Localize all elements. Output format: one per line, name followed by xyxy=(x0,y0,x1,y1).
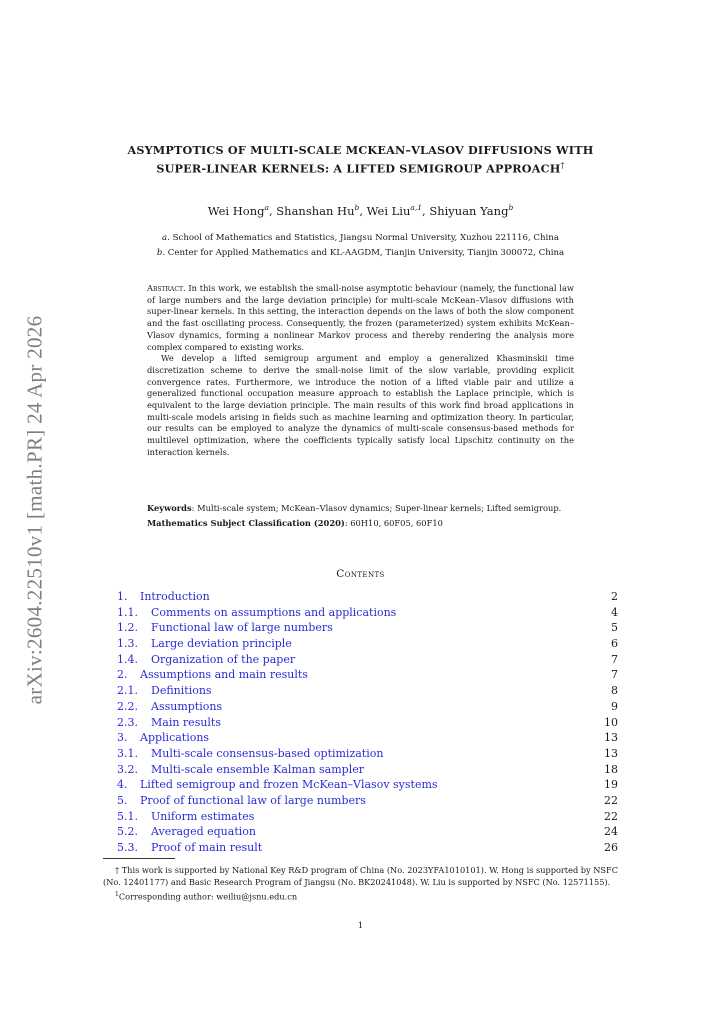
toc-entry[interactable] xyxy=(117,699,618,715)
paper-title xyxy=(100,143,621,177)
author xyxy=(367,204,422,218)
toc-entry[interactable] xyxy=(117,620,618,636)
toc-entry-number[interactable]: 1.1. xyxy=(117,605,138,619)
keywords-text: : Multi-scale system; McKean–Vlasov dynamics; Super-linear kernels; Lifted semigroup. xyxy=(191,503,562,513)
affiliation-text: School of Mathematics and Statistics, Jiangsu Normal University, Xuzhou 221116, China xyxy=(172,233,559,243)
toc-entry-page: 10 xyxy=(604,715,618,729)
author xyxy=(208,204,269,218)
toc-entry-link[interactable]: Main results xyxy=(151,715,222,729)
table-of-contents xyxy=(117,589,618,856)
toc-entry-page: 19 xyxy=(604,778,618,792)
toc-entry-page: 7 xyxy=(611,652,618,666)
contents-heading: Contents xyxy=(336,568,385,580)
toc-entry[interactable] xyxy=(117,605,618,621)
author-name: Shanshan Hu xyxy=(276,203,355,218)
toc-entry-number[interactable]: 2. xyxy=(117,668,128,682)
toc-entry-link[interactable]: Functional law of large numbers xyxy=(151,621,333,635)
toc-entry[interactable] xyxy=(117,809,618,825)
toc-entry-link[interactable]: Comments on assumptions and applications xyxy=(151,605,397,619)
title-dagger: † xyxy=(560,161,565,170)
toc-entry-page: 5 xyxy=(611,621,618,635)
author-affiliation-mark: a,1 xyxy=(410,203,423,212)
toc-entry-number[interactable]: 4. xyxy=(117,778,128,792)
abstract xyxy=(147,283,574,459)
abstract-paragraph-1 xyxy=(147,283,574,353)
toc-entry[interactable] xyxy=(117,636,618,652)
toc-entry[interactable] xyxy=(117,715,618,731)
abstract-text-1: In this work, we establish the small-noise asymptotic behaviour (namely, the functional law of large numbers and the large deviation principle) for multi-scale McKean–Vlasov diffusions with super-linear kernels. In this setting, the interaction depends on the laws of both the slow component and the fast oscillating process. Consequently, the frozen (parameterized) system exhibits McKean–Vlasov dynamics, forming a nonlinear Markov process and thereby rendering the analysis more complex compared to existing works. xyxy=(147,283,574,352)
arxiv-identifier: arXiv:2604.22510v1 [math.PR] 24 Apr 2026 xyxy=(22,315,47,705)
toc-entry-link[interactable]: Introduction xyxy=(140,590,210,603)
author xyxy=(429,204,513,218)
footnote-rule xyxy=(103,858,175,859)
toc-entry-page: 24 xyxy=(604,825,618,839)
title-line-1: ASYMPTOTICS OF MULTI-SCALE MCKEAN–VLASOV DIFFUSIONS WITH xyxy=(127,143,594,157)
toc-entry-page: 22 xyxy=(604,793,618,807)
toc-entry-number[interactable]: 5.2. xyxy=(117,825,138,839)
corresponding-mark: 1 xyxy=(115,890,119,898)
author-affiliation-mark: b xyxy=(508,203,514,212)
toc-entry-number[interactable]: 1.4. xyxy=(117,652,138,666)
affiliation-b xyxy=(100,248,621,258)
affiliation-mark: b. xyxy=(156,248,166,258)
toc-entry[interactable] xyxy=(117,652,618,668)
toc-entry-page: 2 xyxy=(611,590,618,603)
toc-entry[interactable] xyxy=(117,793,618,809)
author xyxy=(276,204,359,218)
toc-entry[interactable] xyxy=(117,746,618,762)
author-list: Wei Hong$^a$, Shanshan Hu$^b$, Wei Liu$^{a,1}$, Shiyuan Yang$^b$ xyxy=(207,203,514,218)
author-affiliation-mark: a xyxy=(264,203,269,212)
toc-entry-page: 7 xyxy=(611,668,618,682)
toc-entry-page: 4 xyxy=(611,605,618,619)
toc-entry-number[interactable]: 2.2. xyxy=(117,699,138,713)
author-name: Wei Liu xyxy=(366,203,411,218)
toc-entry[interactable] xyxy=(117,840,618,856)
toc-entry-link[interactable]: Assumptions and main results xyxy=(140,668,308,682)
toc-entry-link[interactable]: Proof of functional law of large numbers xyxy=(140,793,366,807)
toc-entry-link[interactable]: Definitions xyxy=(151,684,212,698)
toc-entry-number[interactable]: 3. xyxy=(117,731,128,745)
affiliation-mark: a. xyxy=(162,233,170,243)
author-affiliation-mark: b xyxy=(354,203,360,212)
toc-entry[interactable] xyxy=(117,824,618,840)
toc-entry[interactable] xyxy=(117,589,618,605)
toc-entry-number[interactable]: 5.3. xyxy=(117,841,138,854)
toc-entry-page: 9 xyxy=(611,699,618,713)
funding-footnote: † This work is supported by National Key R&D program of China (No. 2023YFA1010101). W. Hong is supported by NSFC (No. 12401177) and Basic Research Program of Jiangsu (No. BK20241048). W. Liu is supported by NSFC (No. 12571155). xyxy=(103,865,618,887)
toc-entry-page: 6 xyxy=(611,637,618,651)
toc-entry-number[interactable]: 2.3. xyxy=(117,715,138,729)
toc-entry-number[interactable]: 1.3. xyxy=(117,637,138,651)
toc-entry-link[interactable]: Multi-scale consensus-based optimization xyxy=(151,746,384,760)
keywords xyxy=(147,503,574,515)
toc-entry-number[interactable]: 3.2. xyxy=(117,762,138,776)
toc-entry-page: 22 xyxy=(604,809,618,823)
toc-entry-number[interactable]: 5.1. xyxy=(117,809,138,823)
title-line-2: SUPER-LINEAR KERNELS: A LIFTED SEMIGROUP APPROACH xyxy=(156,161,561,176)
msc xyxy=(147,518,574,530)
toc-entry-page: 8 xyxy=(611,684,618,698)
toc-entry-link[interactable]: Large deviation principle xyxy=(151,637,292,651)
toc-entry[interactable] xyxy=(117,777,618,793)
toc-entry-link[interactable]: Proof of main result xyxy=(151,841,263,854)
affiliation-a xyxy=(100,233,621,243)
toc-entry-link[interactable]: Multi-scale ensemble Kalman sampler xyxy=(151,762,364,776)
toc-entry[interactable] xyxy=(117,667,618,683)
toc-entry-number[interactable]: 3.1. xyxy=(117,746,138,760)
toc-entry-link[interactable]: Averaged equation xyxy=(151,825,256,839)
toc-entry-number[interactable]: 2.1. xyxy=(117,684,138,698)
toc-entry-page: 26 xyxy=(604,841,618,854)
toc-entry-number[interactable]: 1.2. xyxy=(117,621,138,635)
corresponding-text: Corresponding author: weiliu@jsnu.edu.cn xyxy=(118,891,298,902)
toc-entry-number[interactable]: 1. xyxy=(117,590,128,603)
toc-entry[interactable] xyxy=(117,762,618,778)
toc-entry-page: 13 xyxy=(604,746,618,760)
toc-entry-link[interactable]: Assumptions xyxy=(151,699,223,713)
msc-text: : 60H10, 60F05, 60F10 xyxy=(344,517,443,528)
toc-entry[interactable] xyxy=(117,683,618,699)
toc-entry-link[interactable]: Lifted semigroup and frozen McKean–Vlasov systems xyxy=(140,778,438,792)
footnotes xyxy=(103,865,618,903)
page-number: 1 xyxy=(357,921,364,931)
abstract-heading: Abstract. xyxy=(147,283,186,293)
corresponding-footnote xyxy=(103,889,618,904)
toc-entry-link[interactable]: Uniform estimates xyxy=(151,809,255,823)
toc-entry-link[interactable]: Organization of the paper xyxy=(151,652,296,666)
toc-entry-page: 13 xyxy=(604,731,618,745)
toc-entry[interactable] xyxy=(117,730,618,746)
abstract-paragraph-2: We develop a lifted semigroup argument and employ a generalized Khasminskii time discretization scheme to derive the small-noise limit of the slow variable, providing explicit convergence rates. Furthermore, we introduce the notion of a lifted viable pair and utilize a generalized functional occupation measure approach to establish the Laplace principle, which is equivalent to the large deviation principle. The main results of this work find broad applications in multi-scale models arising in fields such as machine learning and optimization theory. In particular, our results can be employed to analyze the dynamics of multi-scale consensus-based methods for multilevel optimization, where the coefficients typically satisfy local Lipschitz continuity on the interaction kernels. xyxy=(147,353,574,457)
keywords-block xyxy=(147,503,574,529)
keywords-label: Keywords xyxy=(147,503,192,513)
toc-entry-link[interactable]: Applications xyxy=(140,731,210,745)
author-name: Wei Hong xyxy=(207,203,265,218)
toc-entry-page: 18 xyxy=(604,762,618,776)
affiliation-text: Center for Applied Mathematics and KL-AAGDM, Tianjin University, Tianjin 300072, China xyxy=(167,248,565,258)
msc-label: Mathematics Subject Classification (2020) xyxy=(147,517,345,528)
toc-entry-number[interactable]: 5. xyxy=(117,793,128,807)
author-name: Shiyuan Yang xyxy=(429,203,509,218)
